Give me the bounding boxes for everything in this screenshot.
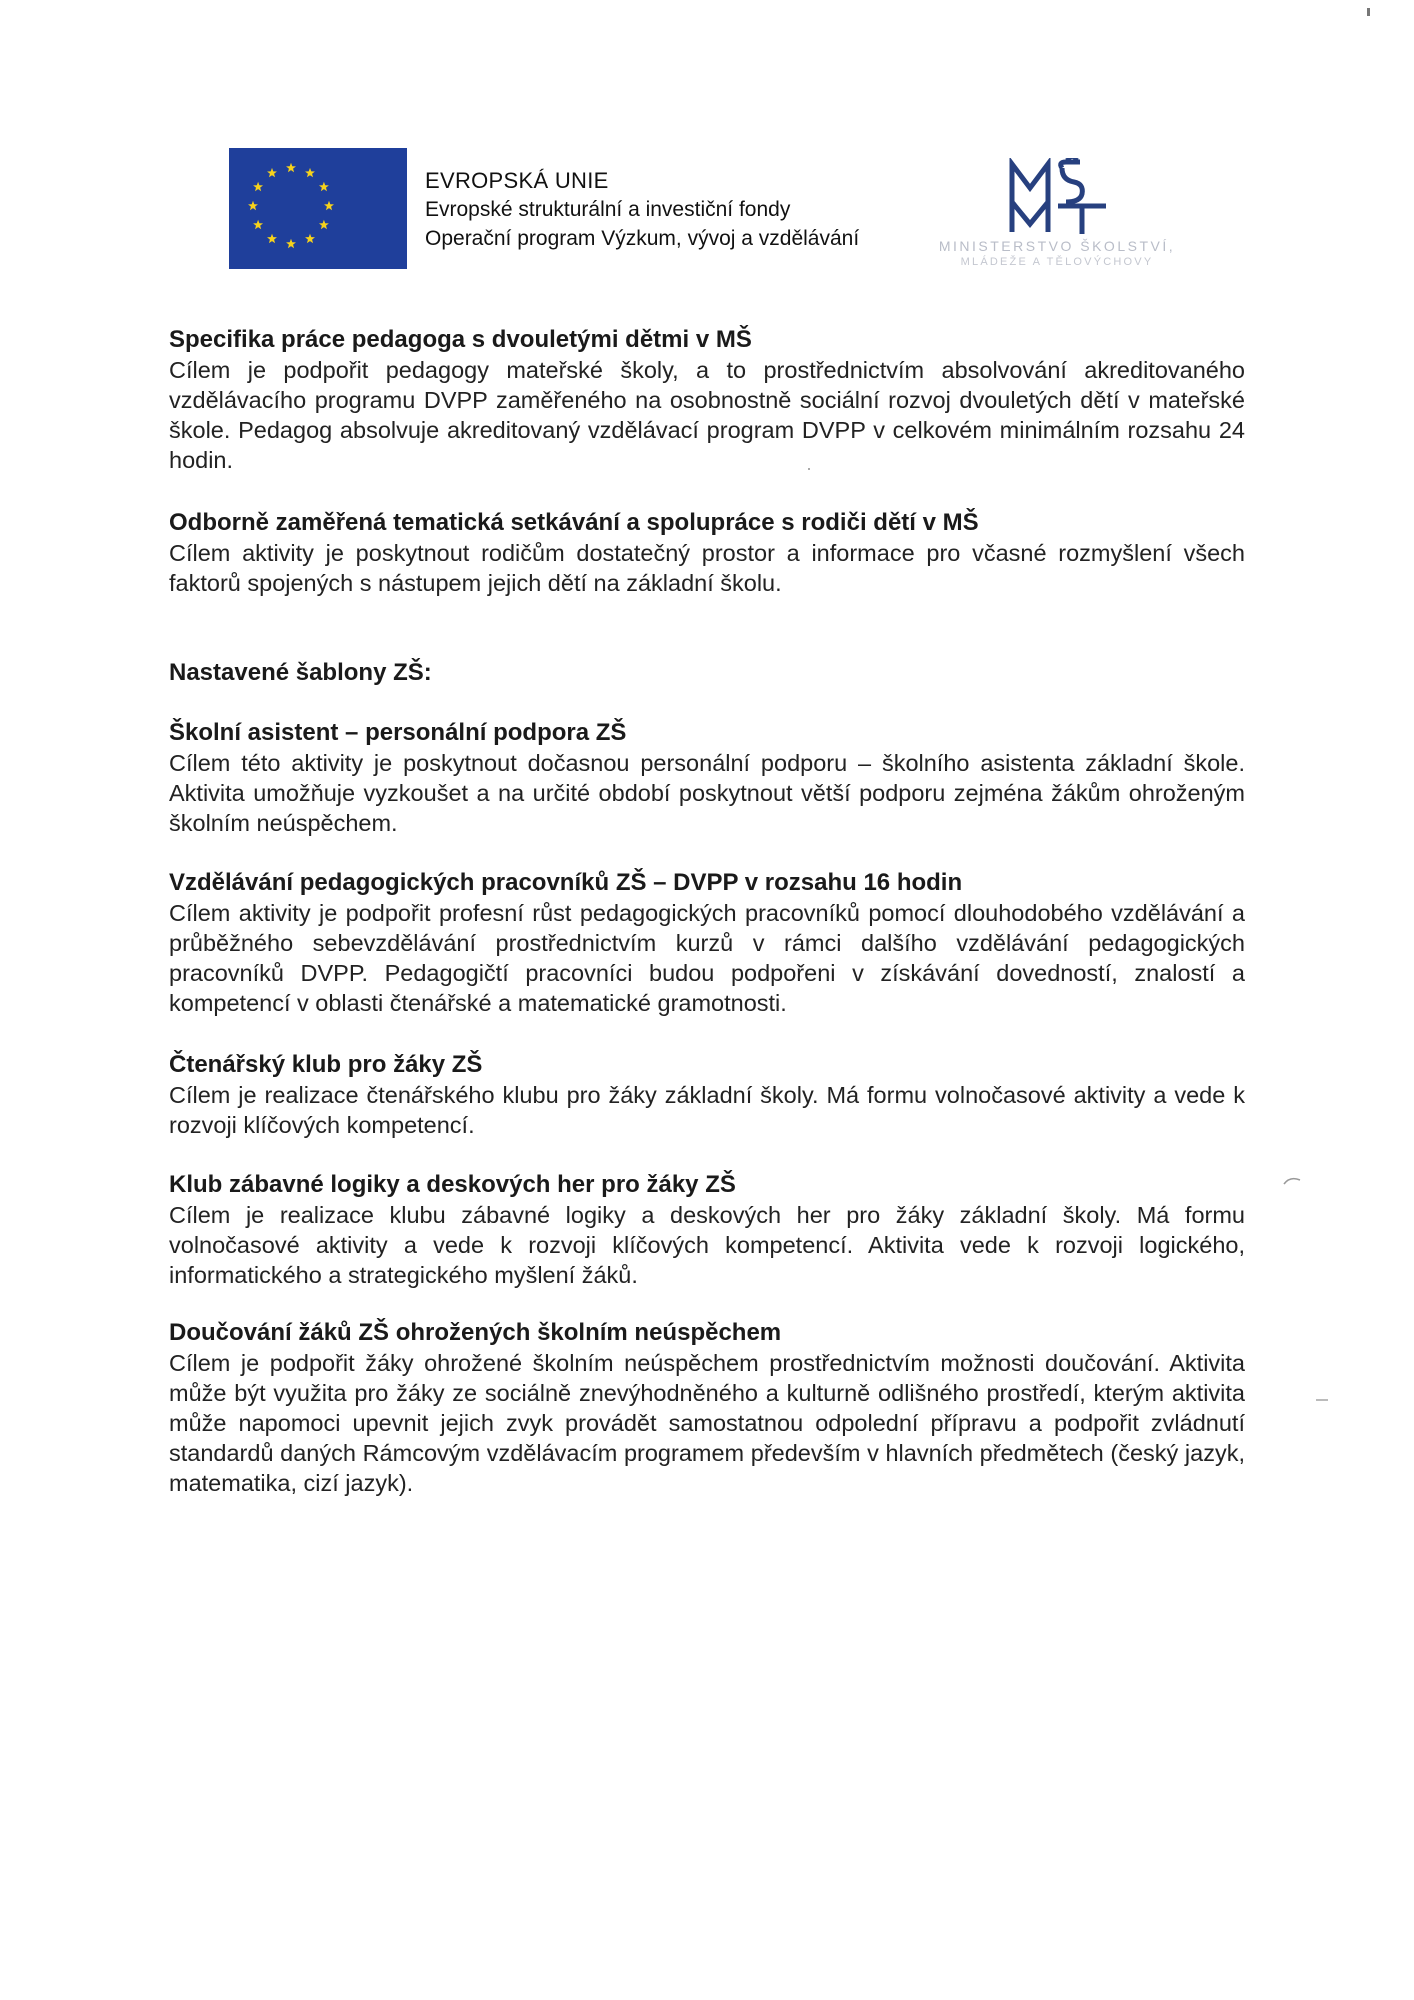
section-title: Čtenářský klub pro žáky ZŠ: [169, 1051, 483, 1078]
section-doucovani: [169, 1318, 1245, 1498]
section-text: Cílem této aktivity je poskytnout dočasnou personální podporu – školního asistenta základní škole. Aktivita umožňuje vyzkoušet a na určité období poskytnout větší podporu zejména žákům ohroženým školním neúspěchem.: [169, 750, 1245, 836]
section-vzdelavani-pedagogu: [169, 868, 1245, 1018]
msmt-monogram-icon: [1006, 158, 1126, 236]
section-title: Nastavené šablony ZŠ:: [169, 659, 432, 686]
section-klub-logiky: [169, 1170, 1245, 1290]
section-title: Školní asistent – personální podpora ZŠ: [169, 719, 627, 746]
section-title: Specifika práce pedagoga s dvouletými dětmi v MŠ: [169, 326, 752, 353]
section-setkavani-rodice: [169, 508, 1245, 598]
msmt-ministry-line: MINISTERSTVO ŠKOLSTVÍ,: [938, 238, 1176, 254]
msmt-logo: [932, 158, 1182, 278]
eu-stars-icon: [229, 148, 407, 269]
section-text: Cílem aktivity je podpořit profesní růst pedagogických pracovníků pomocí dlouhodobého vzdělávání a průběžného sebevzdělávání prostřednictvím kurzů v rámci dalšího vzdělávání pedagogických pracovníků DVPP. Pedagogičtí pracovníci budou podpořeni v získávání dovedností, znalostí a kompetencí v oblasti čtenářské a matematické gramotnosti.: [169, 900, 1245, 1016]
section-text: Cílem je realizace klubu zábavné logiky a deskových her pro žáky základní školy. Má formu volnočasové aktivity a vede k rozvoji klíčových kompetencí. Aktivita vede k rozvoji logického, informatického a strategického myšlení žáků.: [169, 1202, 1245, 1288]
eu-program-line: Operační program Výzkum, vývoj a vzdělávání: [425, 227, 860, 250]
eu-funds-line: Evropské strukturální a investiční fondy: [425, 198, 791, 221]
section-text: Cílem aktivity je poskytnout rodičům dostatečný prostor a informace pro včasné rozmyšlení všech faktorů spojených s nástupem jejich dětí na základní školu.: [169, 540, 1245, 596]
section-title: Odborně zaměřená tematická setkávání a spolupráce s rodiči dětí v MŠ: [169, 509, 979, 536]
scan-mark-icon: [1282, 1174, 1302, 1188]
eu-flag-logo: [229, 148, 407, 269]
section-nastavene-sablony: [169, 658, 1245, 688]
section-title: Klub zábavné logiky a deskových her pro žáky ZŠ: [169, 1171, 736, 1198]
section-specifika: [169, 325, 1245, 475]
section-title: Vzdělávání pedagogických pracovníků ZŠ – DVPP v rozsahu 16 hodin: [169, 869, 963, 896]
section-text: Cílem je realizace čtenářského klubu pro žáky základní školy. Má formu volnočasové aktivity a vede k rozvoji klíčových kompetencí.: [169, 1082, 1245, 1138]
section-title: Doučování žáků ZŠ ohrožených školním neúspěchem: [169, 1319, 782, 1346]
scan-mark: [1316, 1399, 1328, 1401]
msmt-youth-line: MLÁDEŽE A TĚLOVÝCHOVY: [960, 256, 1154, 268]
section-text: Cílem je podpořit pedagogy mateřské školy, a to prostřednictvím absolvování akreditovaného vzdělávacího programu DVPP zaměřeného na osobnostně sociální rozvoj dvouletých dětí v mateřské škole. Pedagog absolvuje akreditovaný vzdělávací program DVPP v celkovém minimálním rozsahu 24 hodin.: [169, 357, 1245, 473]
section-skolni-asistent: [169, 718, 1245, 838]
eu-program-text: [425, 166, 859, 253]
eu-title: EVROPSKÁ UNIE: [425, 168, 609, 193]
section-ctenarsky-klub: [169, 1050, 1245, 1140]
section-text: Cílem je podpořit žáky ohrožené školním neúspěchem prostřednictvím možnosti doučování. Aktivita může být využita pro žáky ze sociálně znevýhodněného a kulturně odlišného prostředí, kterým aktivita může napomoci upevnit jejich zvyk provádět samostatnou odpolední přípravu a podpořit zvládnutí standardů daných Rámcovým vzdělávacím programem především v hlavních předmětech (český jazyk, matematika, cizí jazyk).: [169, 1350, 1245, 1496]
scan-speck: [1367, 8, 1370, 16]
